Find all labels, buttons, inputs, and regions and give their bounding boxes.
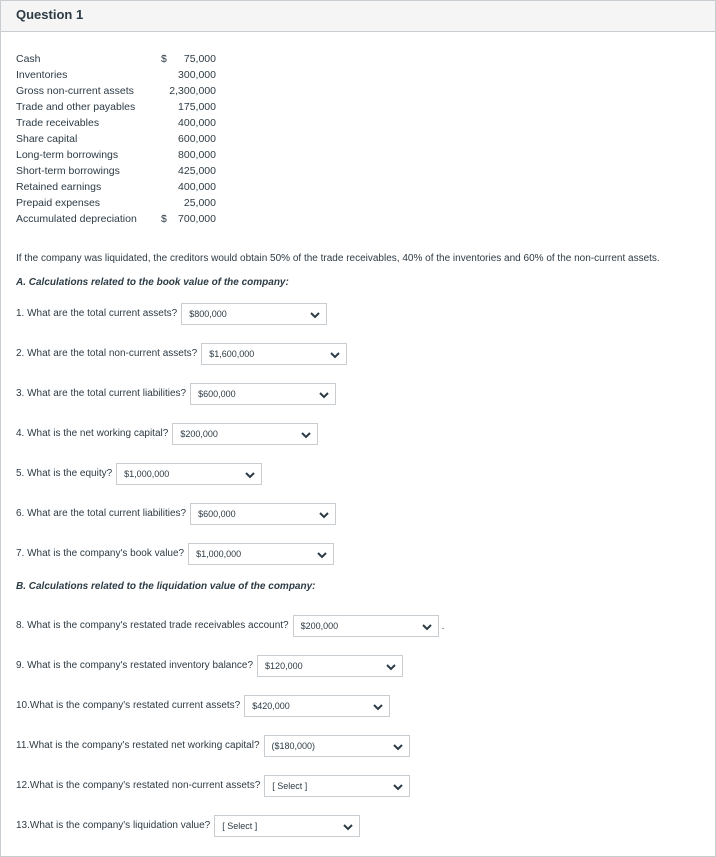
chevron-down-icon	[317, 550, 327, 560]
question-row	[16, 694, 390, 718]
answer-dropdown[interactable]	[293, 615, 439, 637]
question-text: 9. What is the company's restated inventory balance?	[16, 660, 254, 671]
answer-dropdown[interactable]	[172, 423, 318, 445]
question-text: 2. What are the total non-current assets?	[16, 348, 198, 359]
dropdown-selected-value: $1,600,000	[209, 349, 255, 359]
chevron-down-icon	[310, 310, 320, 320]
account-row	[16, 133, 216, 149]
chevron-down-icon	[393, 782, 403, 792]
question-row	[16, 814, 360, 838]
question-text: 5. What is the equity?	[16, 468, 113, 479]
account-value: 700,000	[178, 213, 216, 225]
answer-dropdown[interactable]	[214, 815, 360, 837]
chevron-down-icon	[393, 742, 403, 752]
account-value: 425,000	[178, 165, 216, 177]
section-a-heading: A. Calculations related to the book value of the company:	[16, 277, 289, 288]
account-row	[16, 165, 216, 181]
chevron-down-icon	[319, 390, 329, 400]
dropdown-selected-value: $1,000,000	[196, 549, 242, 559]
account-row	[16, 85, 216, 101]
dropdown-selected-value: [ Select ]	[222, 821, 258, 831]
account-value: 300,000	[178, 69, 216, 81]
chevron-down-icon	[330, 350, 340, 360]
account-name: Long-term borrowings	[16, 149, 119, 161]
question-text: 3. What are the total current liabilities?	[16, 388, 187, 399]
question-row	[16, 342, 347, 366]
answer-dropdown[interactable]	[181, 303, 327, 325]
account-value: 400,000	[178, 181, 216, 193]
question-row	[16, 774, 410, 798]
dropdown-selected-value: $420,000	[252, 701, 290, 711]
question-row	[16, 462, 262, 486]
chevron-down-icon	[422, 622, 432, 632]
answer-dropdown[interactable]	[257, 655, 403, 677]
account-row	[16, 101, 216, 117]
account-row	[16, 117, 216, 133]
answer-dropdown[interactable]	[190, 503, 336, 525]
dropdown-selected-value: $1,000,000	[124, 469, 170, 479]
dropdown-selected-value: $200,000	[300, 621, 339, 631]
account-name: Trade receivables	[16, 117, 100, 129]
dropdown-selected-value: [ Select ]	[272, 781, 308, 791]
question-text: 1. What are the total current assets?	[16, 308, 178, 319]
question-text: 11.What is the company's restated net working capital?	[16, 740, 260, 751]
question-text: 13.What is the company's liquidation value?	[16, 820, 211, 831]
account-name: Retained earnings	[16, 181, 102, 193]
account-name: Inventories	[16, 69, 68, 81]
question-row	[16, 734, 410, 758]
answer-dropdown[interactable]	[116, 463, 262, 485]
question-row	[16, 654, 403, 678]
chevron-down-icon	[319, 510, 329, 520]
dropdown-selected-value: $200,000	[180, 429, 218, 439]
account-row	[16, 181, 216, 197]
answer-dropdown[interactable]	[201, 343, 347, 365]
account-name: Share capital	[16, 133, 78, 145]
dropdown-selected-value: $600,000	[198, 389, 236, 399]
question-suffix: .	[441, 620, 445, 632]
question-row	[16, 422, 318, 446]
question-row	[16, 542, 334, 566]
chevron-down-icon	[373, 702, 383, 712]
account-value: 2,300,000	[169, 85, 216, 97]
chevron-down-icon	[343, 822, 353, 832]
question-text: 6. What are the total current liabilities?	[16, 508, 187, 519]
account-dollar-sign: $	[161, 213, 167, 225]
answer-dropdown[interactable]	[188, 543, 334, 565]
account-row	[16, 197, 216, 213]
question-row	[16, 502, 336, 526]
account-row	[16, 53, 216, 69]
chevron-down-icon	[386, 662, 396, 672]
answer-dropdown[interactable]	[190, 383, 336, 405]
account-row	[16, 149, 216, 165]
question-row	[16, 302, 327, 326]
account-name: Cash	[16, 53, 41, 65]
question-text: 7. What is the company's book value?	[16, 548, 185, 559]
section-b-heading: B. Calculations related to the liquidation value of the company:	[16, 581, 316, 592]
question-header	[1, 1, 715, 32]
account-name: Accumulated depreciation	[16, 213, 137, 225]
question-text: 4. What is the net working capital?	[16, 428, 169, 439]
account-value: 175,000	[178, 101, 216, 113]
answer-dropdown[interactable]	[264, 775, 410, 797]
question-text: 12.What is the company's restated non-current assets?	[16, 780, 261, 791]
account-name: Gross non-current assets	[16, 85, 134, 97]
account-name: Short-term borrowings	[16, 165, 120, 177]
dropdown-selected-value: $120,000	[265, 661, 303, 671]
answer-dropdown[interactable]	[244, 695, 390, 717]
account-row	[16, 213, 216, 229]
account-dollar-sign: $	[161, 53, 167, 65]
answer-dropdown[interactable]	[264, 735, 410, 757]
question-title: Question 1	[16, 7, 84, 22]
question-text: 8. What is the company's restated trade receivables account?	[16, 620, 289, 631]
dropdown-selected-value: $800,000	[189, 309, 227, 319]
chevron-down-icon	[301, 430, 311, 440]
dropdown-selected-value: $600,000	[198, 509, 236, 519]
account-value: 25,000	[183, 197, 216, 209]
account-value: 75,000	[183, 53, 216, 65]
account-name: Prepaid expenses	[16, 197, 101, 209]
dropdown-selected-value: ($180,000)	[271, 741, 316, 751]
account-name: Trade and other payables	[16, 101, 136, 113]
chevron-down-icon	[245, 470, 255, 480]
account-value: 800,000	[178, 149, 216, 161]
account-value: 600,000	[178, 133, 216, 145]
account-value: 400,000	[178, 117, 216, 129]
question-text: 10.What is the company's restated current assets?	[16, 700, 241, 711]
liquidation-intro: If the company was liquidated, the creditors would obtain 50% of the trade receivables, 40% of the inventories and 60% of the non-current assets.	[16, 253, 660, 264]
question-row	[16, 382, 336, 406]
question-row	[16, 614, 444, 638]
account-row	[16, 69, 216, 85]
